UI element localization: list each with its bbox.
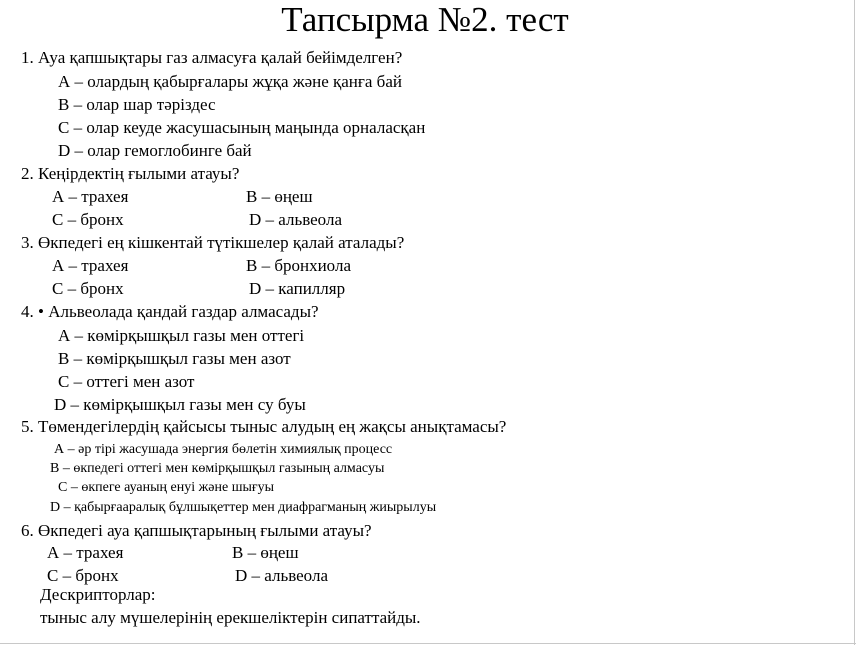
q5-option-a: А – әр тірі жасушада энергия бөлетін химиялық процесс (54, 442, 393, 457)
q4-option-c: С – оттегі мен азот (58, 372, 195, 391)
page-title: Тапсырма №2. тест (281, 0, 569, 39)
question-2: 2. Кеңірдектің ғылыми атауы? (21, 164, 240, 183)
q5-option-b: В – өкпедегі оттегі мен көмірқышқыл газының алмасуы (50, 461, 385, 476)
q1-option-a: А – олардың қабырғалары жұқа және қанға бай (58, 72, 402, 91)
q1-option-c: С – олар кеуде жасушасының маңында орналасқан (58, 118, 426, 137)
q4-option-b: В – көмірқышқыл газы мен азот (58, 349, 291, 368)
q1-option-d: D – олар гемоглобинге бай (58, 141, 252, 160)
q6-option-c: С – бронх (47, 566, 119, 585)
q2-option-d: D – альвеола (249, 210, 342, 229)
q4-option-a: А – көмірқышқыл газы мен оттегі (58, 326, 305, 345)
q5-option-d: D – қабырғааралық бұлшықеттер мен диафрагманың жиырылуы (50, 500, 437, 515)
question-4: 4. • Альвеолада қандай газдар алмасады? (21, 302, 319, 321)
question-1: 1. Ауа қапшықтары газ алмасуға қалай бейімделген? (21, 48, 403, 67)
question-6: 6. Өкпедегі ауа қапшықтарының ғылыми атауы? (21, 521, 372, 540)
q3-option-d: D – капилляр (249, 279, 346, 298)
question-3: 3. Өкпедегі ең кішкентай түтікшелер қалай аталады? (21, 233, 405, 252)
q2-option-b: В – өңеш (246, 187, 313, 206)
descriptors-text: тыныс алу мүшелерінің ерекшеліктерін сипаттайды. (40, 608, 421, 627)
q2-option-c: С – бронх (52, 210, 124, 229)
q4-option-d: D – көмірқышқыл газы мен су буы (54, 395, 306, 414)
page-edge-right (854, 0, 855, 645)
q6-option-b: В – өңеш (232, 543, 299, 562)
q6-option-a: А – трахея (47, 543, 124, 562)
q6-option-d: D – альвеола (235, 566, 328, 585)
q3-option-b: В – бронхиола (246, 256, 351, 275)
q1-option-b: В – олар шар тәріздес (58, 95, 216, 114)
question-5: 5. Төмендегілердің қайсысы тыныс алудың ең жақсы анықтамасы? (21, 417, 507, 436)
page-edge-bottom (0, 643, 856, 644)
q3-option-a: А – трахея (52, 256, 129, 275)
descriptors-label: Дескрипторлар: (40, 585, 156, 604)
q3-option-c: С – бронх (52, 279, 124, 298)
q5-option-c: С – өкпеге ауаның енуі және шығуы (58, 480, 275, 495)
q2-option-a: А – трахея (52, 187, 129, 206)
